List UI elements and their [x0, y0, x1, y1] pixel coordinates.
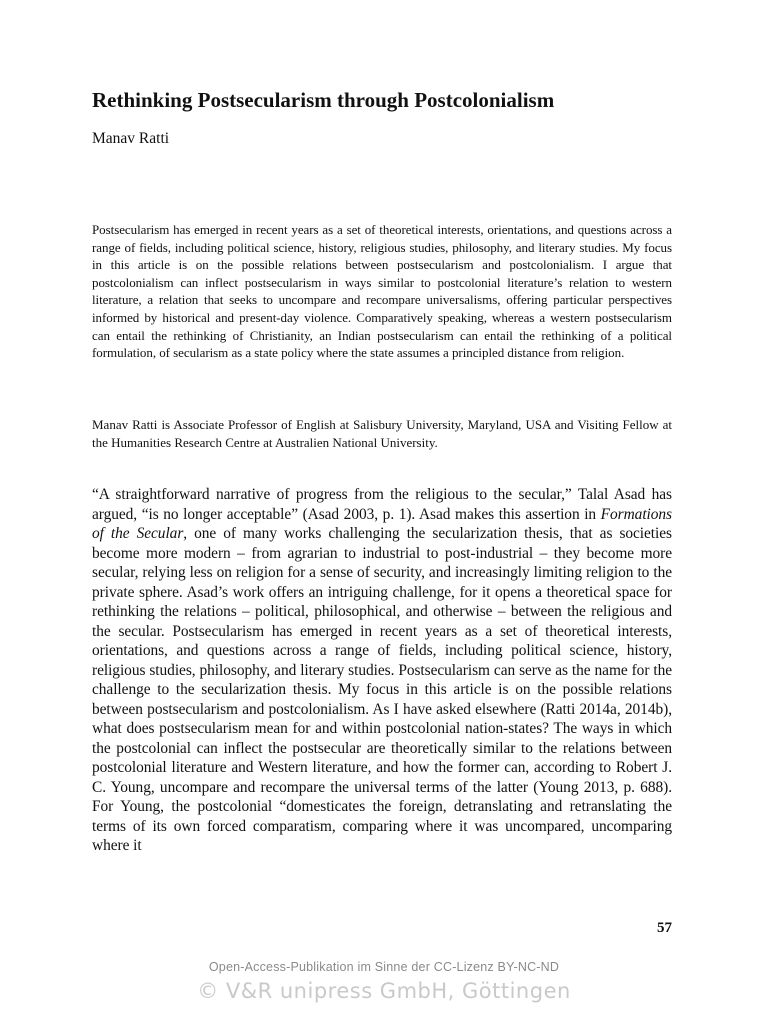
license-notice: Open-Access-Publikation im Sinne der CC-Lizenz BY-NC-ND [208, 960, 560, 974]
author-bio: Manav Ratti is Associate Professor of English at Salisbury University, Maryland, USA and Visiting Fellow at the Humanities Research Centre at Australien National University. [92, 417, 672, 450]
article-author: Manav Ratti [92, 130, 170, 147]
body-text-part-2: , one of many works challenging the secularization thesis, that as societies become more modern – from agrarian to industrial to post-industrial – they become more secular, relying less on religion for a sense of security, and increasingly limiting religion to the private sphere. Asad’s work offers an intriguing challenge, for it opens a theoretical space for rethinking the relations – political, philosophical, and otherwise – between the religious and the secular. Postsecularism has emerged in recent years as a set of theoretical interests, orientations, and questions across a range of fields, including political science, history, religious studies, philosophy, and literary studies. Postsecularism can serve as the name for the challenge to the secularization thesis. My focus in this article is on the possible relations between postsecularism and postcolonialism. As I have asked elsewhere (Ratti 2014a, 2014b), what does postsecularism mean for and within postcolonial nation-states? The ways in which the postcolonial can inflect the postsecular are theoretically similar to the relations between postcolonial literature and Western literature, and how the former can, according to Robert J. C. Young, uncompare and recompare the universal terms of the latter (Young 2013, p. 688). For Young, the postcolonial “domesticates the foreign, detranslating and retranslating the terms of its own forced comparatism, comparing where it was uncompared, uncomparing where it [92, 525, 672, 854]
italic-book-title: Formations of the Secular [92, 505, 672, 542]
article-abstract: Postsecularism has emerged in recent years as a set of theoretical interests, orientations, and questions across a range of fields, including political science, history, religious studies, philosophy, and literary studies. My focus in this article is on the possible relations between postsecularism and postcolonialism. I argue that postcolonialism can inflect postsecularism in ways similar to postcolonial literature’s relation to western literature, a relation that seeks to uncompare and recompare universalisms, offering particular perspectives informed by historical and present-day violence. Comparatively speaking, whereas a western postsecularism can entail the rethinking of Christianity, an Indian postsecularism can entail the rethinking of a political formulation, of secularism as a state policy where the state assumes a principled distance from religion. [92, 222, 672, 361]
body-text-part-1: “A straightforward narrative of progress from the religious to the secular,” Talal Asad has argued, “is no longer acceptable” (Asad 2003, p. 1). Asad makes this assertion in [92, 486, 672, 523]
page-number: 57 [657, 920, 672, 936]
article-title: Rethinking Postsecularism through Postcolonialism [92, 88, 555, 112]
copyright-watermark: © V&R unipress GmbH, Göttingen [197, 979, 571, 1003]
body-paragraph [92, 485, 672, 856]
